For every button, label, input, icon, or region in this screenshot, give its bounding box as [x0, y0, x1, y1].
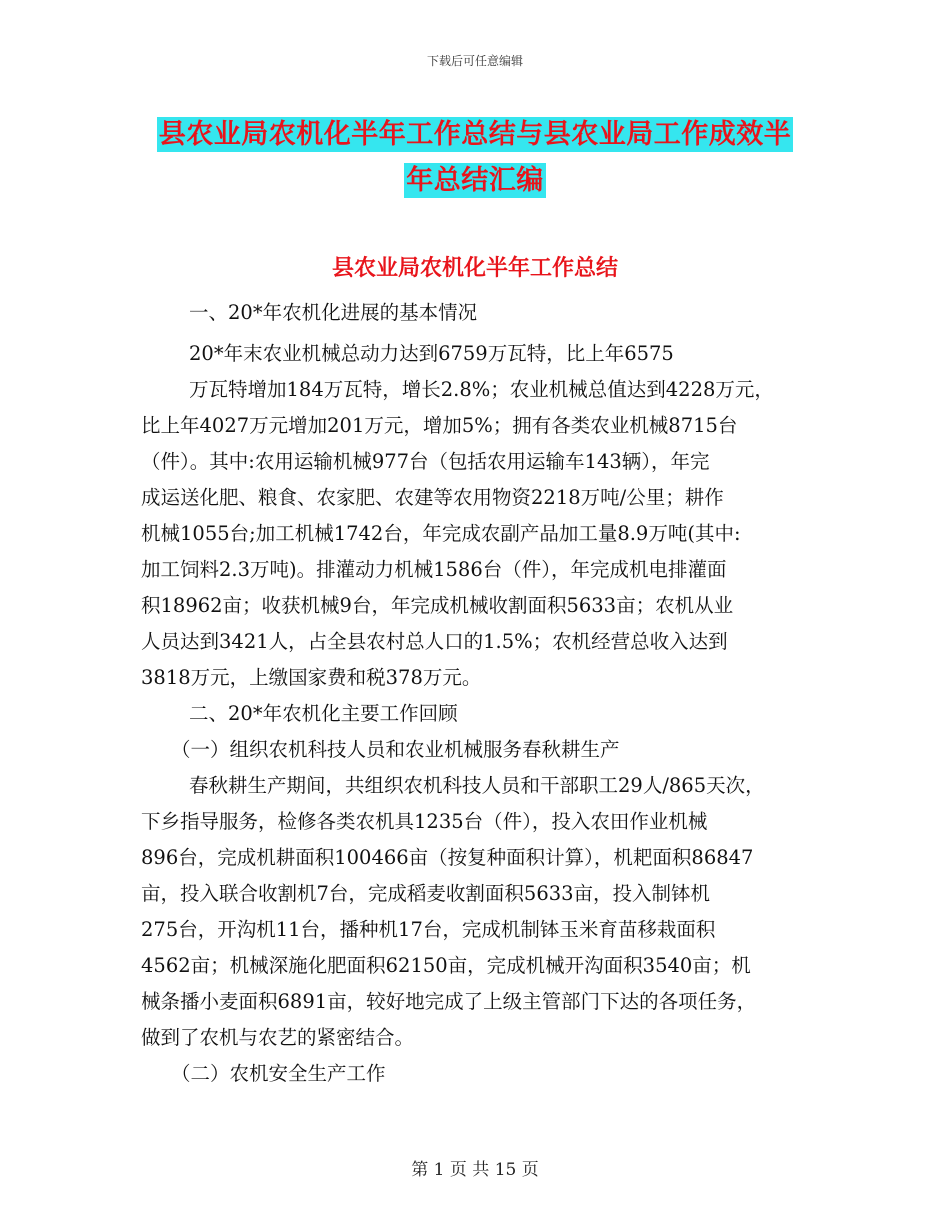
paragraph-line: 春秋耕生产期间，共组织农机科技人员和干部职工29人/865天次， — [189, 774, 765, 797]
paragraph-line: 成运送化肥、粮食、农家肥、农建等农用物资2218万吨/公里；耕作 — [141, 486, 724, 509]
paragraph-line: 比上年4027万元增加201万元，增加5%；拥有各类农业机械8715台 — [141, 414, 738, 437]
paragraph-line: 人员达到3421人，占全县农村总人口的1.5%；农机经营总收入达到 — [141, 630, 728, 653]
paragraph-line: （件）。其中:农用运输机械977台（包括农用运输车143辆），年完 — [141, 450, 710, 473]
paragraph-line: 下乡指导服务，检修各类农机具1235台（件），投入农田作业机械 — [141, 810, 708, 833]
paragraph-line: 积18962亩；收获机械9台，年完成机械收割面积5633亩；农机从业 — [141, 594, 734, 617]
document-title-line-1 — [0, 112, 950, 151]
heading-basic-situation: 一、20*年农机化进展的基本情况 — [189, 301, 478, 324]
subheading-safety: （二）农机安全生产工作 — [171, 1062, 386, 1085]
subheading-spring-autumn: （一）组织农机科技人员和农业机械服务春秋耕生产 — [171, 738, 620, 761]
header-note: 下载后可任意编辑 — [426, 54, 523, 68]
paragraph-line: 896台，完成机耕面积100466亩（按复种面积计算），机耙面积86847 — [141, 846, 754, 869]
paragraph-line: 20*年末农业机械总动力达到6759万瓦特，比上年6575 — [189, 342, 674, 365]
paragraph-line: 万瓦特增加184万瓦特，增长2.8%；农业机械总值达到4228万元， — [189, 378, 774, 401]
paragraph-line: 加工饲料2.3万吨)。排灌动力机械1586台（件），年完成机电排灌面 — [141, 558, 727, 581]
section-title: 县农业局农机化半年工作总结 — [331, 256, 618, 281]
paragraph-line: 275台，开沟机11台，播种机17台，完成机制钵玉米育苗移栽面积 — [141, 918, 716, 941]
document-title-line-2 — [0, 158, 950, 197]
paragraph-line: 械条播小麦面积6891亩，较好地完成了上级主管部门下达的各项任务， — [141, 990, 757, 1013]
paragraph-line: 4562亩；机械深施化肥面积62150亩，完成机械开沟面积3540亩；机 — [141, 954, 751, 977]
heading-work-review: 二、20*年农机化主要工作回顾 — [189, 702, 458, 725]
paragraph-line: 亩，投入联合收割机7台，完成稻麦收割面积5633亩，投入制钵机 — [141, 882, 711, 905]
page-footer: 第 1 页 共 15 页 — [411, 1160, 539, 1180]
title-highlight-2: 年总结汇编 — [406, 165, 544, 196]
paragraph-line: 3818万元，上缴国家费和税378万元。 — [141, 666, 482, 689]
paragraph-line: 做到了农机与农艺的紧密结合。 — [141, 1026, 415, 1049]
paragraph-line: 机械1055台;加工机械1742台，年完成农副产品加工量8.9万吨(其中: — [141, 522, 741, 545]
title-highlight-1: 县农业局农机化半年工作总结与县农业局工作成效半 — [158, 119, 792, 150]
